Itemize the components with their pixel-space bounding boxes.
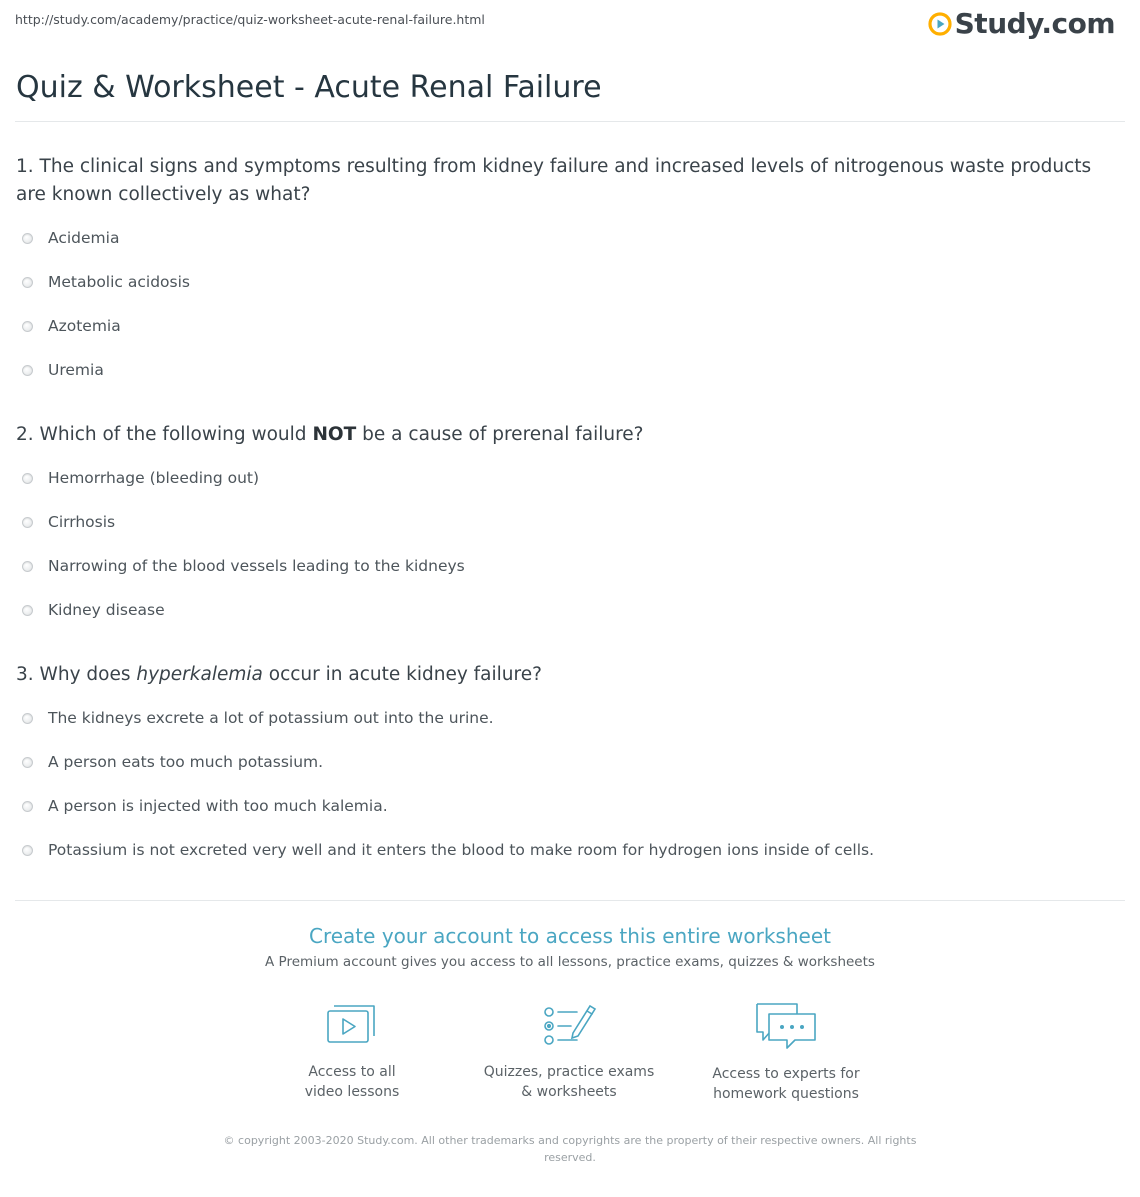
page-url[interactable]: http://study.com/academy/practice/quiz-worksheet-acute-renal-failure.html (15, 12, 485, 27)
question-text-end: be a cause of prerenal failure? (362, 424, 644, 445)
section-divider (15, 900, 1125, 901)
question-3 (16, 661, 1096, 689)
question-1 (16, 153, 1096, 209)
radio-icon[interactable] (22, 713, 33, 724)
radio-icon[interactable] (22, 757, 33, 768)
question-number: 2. (16, 424, 34, 445)
answer-option[interactable] (22, 314, 121, 338)
copyright-notice (215, 1132, 925, 1166)
top-bar (15, 0, 1125, 50)
feature-line-2: homework questions (713, 1086, 859, 1102)
answer-label: Kidney disease (48, 601, 165, 619)
title-divider (15, 121, 1125, 122)
radio-icon[interactable] (22, 473, 33, 484)
feature-video-lessons (242, 1000, 462, 1102)
radio-icon[interactable] (22, 845, 33, 856)
feature-quizzes (459, 1000, 679, 1102)
answer-option[interactable] (22, 554, 465, 578)
study-logo[interactable] (928, 8, 1115, 40)
answer-label: Acidemia (48, 229, 120, 247)
answer-option[interactable] (22, 226, 119, 250)
feature-line-1: Access to all (308, 1064, 396, 1080)
radio-icon[interactable] (22, 277, 33, 288)
quiz-checklist-icon (539, 1000, 599, 1052)
video-lessons-icon (322, 1000, 382, 1052)
page-title: Quiz & Worksheet - Acute Renal Failure (16, 70, 602, 105)
feature-line-1: Quizzes, practice exams (483, 1064, 655, 1080)
cta-subtitle: A Premium account gives you access to all lessons, practice exams, quizzes & worksheets (265, 954, 875, 970)
radio-icon[interactable] (22, 561, 33, 572)
question-emphasis: hyperkalemia (136, 664, 263, 685)
feature-experts (676, 1000, 896, 1104)
logo-text: Study.com (954, 7, 1115, 40)
answer-label: Potassium is not excreted very well and it enters the blood to make room for hydrogen ions inside of cells. (48, 841, 875, 859)
answer-label: A person eats too much potassium. (48, 753, 324, 771)
answer-option[interactable] (22, 270, 190, 294)
question-text-start: Which of the following would (39, 424, 307, 445)
answer-option[interactable] (22, 598, 165, 622)
radio-icon[interactable] (22, 517, 33, 528)
feature-line-2: & worksheets (521, 1084, 617, 1100)
copyright-line-1: © copyright 2003-2020 Study.com. All other trademarks and copyrights are the property of their respective owners. All rights (223, 1134, 917, 1147)
feature-label (242, 1062, 462, 1102)
answer-option[interactable] (22, 838, 874, 862)
answer-option[interactable] (22, 510, 115, 534)
radio-icon[interactable] (22, 321, 33, 332)
feature-line-1: Access to experts for (712, 1066, 860, 1082)
copyright-line-2: reserved. (544, 1151, 596, 1164)
question-number: 1. (16, 156, 34, 177)
radio-icon[interactable] (22, 233, 33, 244)
chat-bubbles-icon (753, 1000, 819, 1054)
answer-label: Uremia (48, 361, 104, 379)
question-number: 3. (16, 664, 34, 685)
question-text: The clinical signs and symptoms resulting from kidney failure and increased levels of nitrogenous waste products are known collectively as what? (16, 156, 1092, 205)
question-2 (16, 421, 1096, 449)
feature-line-2: video lessons (304, 1084, 400, 1100)
answer-label: A person is injected with too much kalemia. (48, 797, 388, 815)
answer-option[interactable] (22, 706, 494, 730)
question-emphasis: NOT (312, 424, 357, 445)
question-text-start: Why does (39, 664, 131, 685)
radio-icon[interactable] (22, 801, 33, 812)
answer-label: Narrowing of the blood vessels leading to the kidneys (48, 557, 465, 575)
answer-label: Metabolic acidosis (48, 273, 190, 291)
answer-label: Azotemia (48, 317, 121, 335)
play-logo-icon (928, 12, 952, 36)
answer-option[interactable] (22, 750, 323, 774)
question-text-end: occur in acute kidney failure? (268, 664, 542, 685)
answer-option[interactable] (22, 358, 104, 382)
radio-icon[interactable] (22, 365, 33, 376)
cta-heading[interactable]: Create your account to access this entire worksheet (309, 924, 831, 948)
answer-option[interactable] (22, 466, 259, 490)
feature-label (676, 1064, 896, 1104)
answer-option[interactable] (22, 794, 388, 818)
radio-icon[interactable] (22, 605, 33, 616)
answer-label: Hemorrhage (bleeding out) (48, 469, 260, 487)
feature-label (459, 1062, 679, 1102)
answer-label: Cirrhosis (48, 513, 116, 531)
answer-label: The kidneys excrete a lot of potassium out into the urine. (48, 709, 494, 727)
